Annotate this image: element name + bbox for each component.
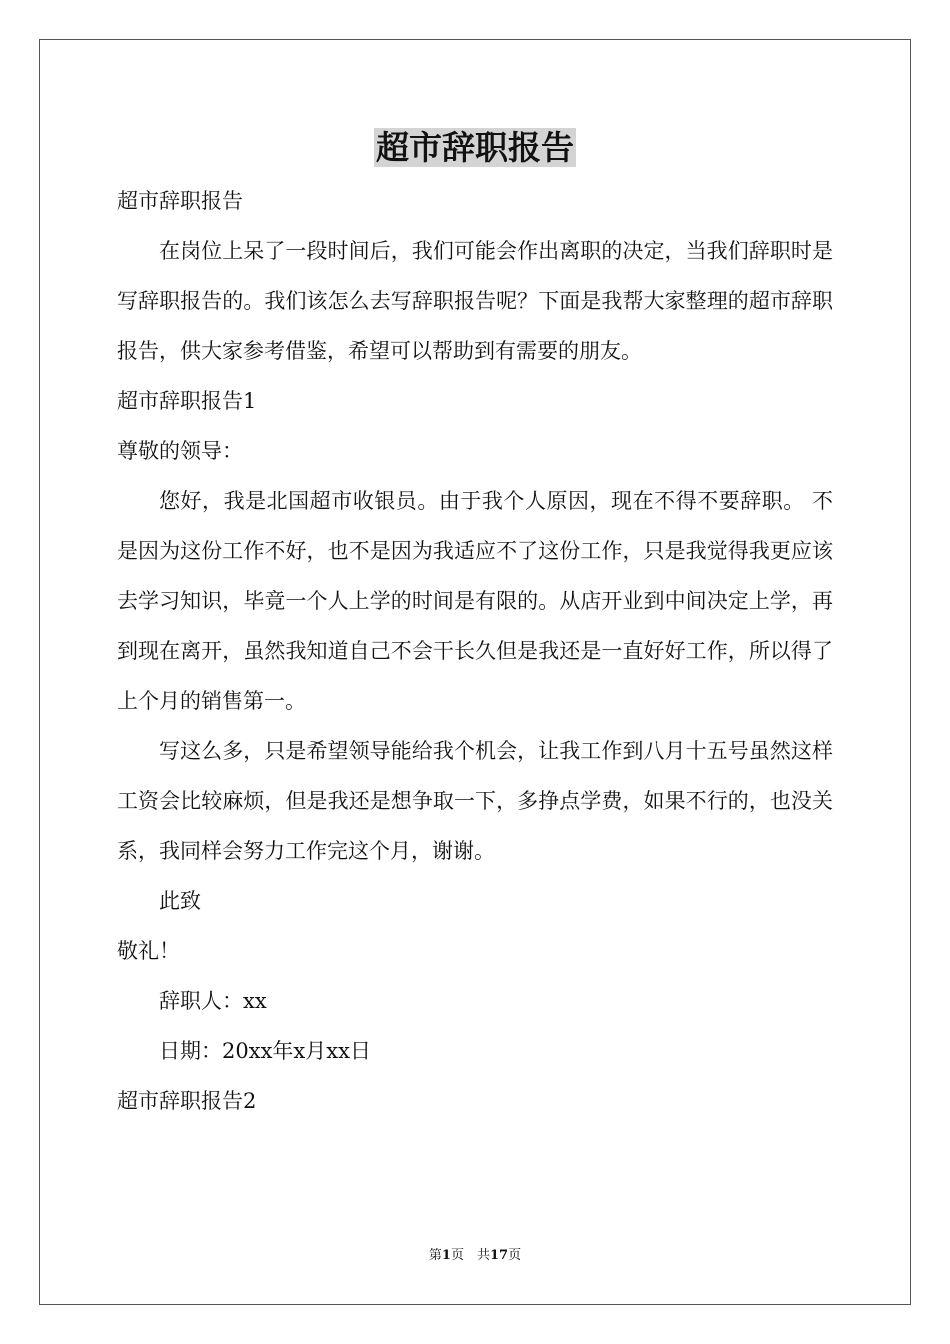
page-footer: [0, 1246, 950, 1266]
intro-paragraph: 在岗位上呆了一段时间后，我们可能会作出离职的决定，当我们辞职时是写辞职报告的。我们该怎么去写辞职报告呢？下面是我帮大家整理的超市辞职报告，供大家参考借鉴，希望可以帮助到有需要的朋友。: [117, 239, 833, 363]
closing-line: 此致: [159, 889, 201, 913]
body-paragraph-2: 写这么多，只是希望领导能给我个机会，让我工作到八月十五号虽然这样工资会比较麻烦，但是我还是想争取一下，多挣点学费，如果不行的，也没关系，我同样会努力工作完这个月，谢谢。: [117, 739, 833, 863]
date-line: 日期：20xx年x月xx日: [159, 1039, 371, 1063]
body-paragraph-1: 您好，我是北国超市收银员。由于我个人原因，现在不得不要辞职。 不是因为这份工作不好，也不是因为我适应不了这份工作，只是我觉得我更应该去学习知识，毕竟一个人上学的时间是有限的。从店开业到中间决定上学，再到现在离开，虽然我知道自己不会干长久但是我还是一直好好工作，所以得了上个月的销售第一。: [117, 489, 833, 713]
footer-current-page: 1: [441, 1248, 451, 1263]
footer-mid: 页 共: [450, 1248, 490, 1263]
section-heading-2: 超市辞职报告2: [117, 1089, 257, 1113]
document-title-text: 超市辞职报告: [376, 128, 574, 167]
footer-prefix: 第: [428, 1248, 442, 1263]
footer-suffix: 页: [508, 1248, 522, 1263]
subtitle-line: 超市辞职报告: [117, 189, 243, 213]
document-body: [117, 176, 833, 1126]
salutation: 尊敬的领导：: [117, 439, 243, 463]
section-heading-1: 超市辞职报告1: [117, 389, 257, 413]
regards-line: 敬礼！: [117, 939, 180, 963]
document-title: [0, 126, 950, 170]
signer-line: 辞职人：xx: [159, 989, 267, 1013]
footer-total-pages: 17: [489, 1248, 509, 1263]
